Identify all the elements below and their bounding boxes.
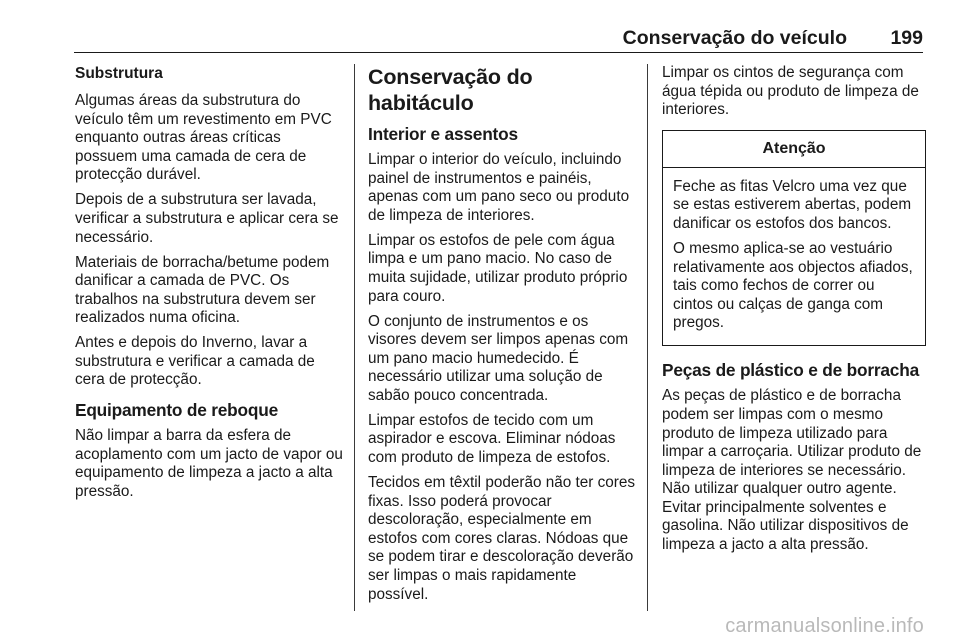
paragraph: Limpar os estofos de pele com água limpa e um pano macio. No caso de muita sujidade, utilizar produto próprio para couro. [368,231,628,305]
paragraph: Antes e depois do Inverno, lavar a substrutura e verificar a camada de cera de protecção. [75,334,315,389]
paragraph: Limpar os cintos de segurança com água tépida ou produto de limpeza de interiores. [662,64,919,119]
warning-body [663,168,925,346]
watermark: carmanualsonline.info [725,615,924,637]
paragraph: O mesmo aplica-se ao vestuário relativamente aos objectos afiados, tais como fechos de correr ou cintos ou calças de ganga com pregos. [673,239,913,332]
page-header [74,26,923,53]
paragraph: Depois de a substrutura ser lavada, verificar a substrutura e aplicar cera se necessário. [75,191,339,246]
column-divider [354,64,355,611]
page-title: Conservação do veículo [622,27,847,49]
paragraph: Não limpar a barra da esfera de acoplamento com um jacto de vapor ou equipamento de limpeza a jacto a alta pressão. [75,427,343,500]
paragraph: Materiais de borracha/betume podem danificar a camada de PVC. Os trabalhos na substrutura devem ser realizados numa oficina. [75,253,330,327]
column-middle [368,64,636,611]
paragraph: O conjunto de instrumentos e os visores devem ser limpos apenas com um pano macio humedecido. É necessário utilizar uma solução de sabão pouco concentrada. [368,312,629,404]
chapter-heading-habitaculo: Conservação do habitáculo [368,65,533,115]
paragraph: Feche as fitas Velcro uma vez que se estas estiverem abertas, podem danificar os estofos dos bancos. [673,177,912,232]
paragraph: Tecidos em têxtil poderão não ter cores fixas. Isso poderá provocar descoloração, especialmente em estofos com cores claras. Nódoas que se podem tirar e descoloração deverão ser limpas o mais rapidamente possível. [368,474,635,603]
paragraph: Algumas áreas da substrutura do veículo têm um revestimento em PVC enquanto outras áreas críticas possuem uma camada de cera de protecção durável. [75,92,332,184]
section-heading-substrutura: Substrutura [75,65,163,82]
section-heading-interior: Interior e assentos [368,124,518,144]
paragraph: Limpar o interior do veículo, incluindo painel de instrumentos e painéis, apenas com um pano seco ou produto de limpeza de interiores. [368,151,630,224]
paragraph: Limpar estofos de tecido com um aspirador e escova. Eliminar nódoas com produto de limpeza de estofos. [368,411,616,467]
column-left [75,64,343,508]
column-right [662,64,926,561]
page-number: 199 [890,27,923,49]
section-heading-reboque: Equipamento de reboque [75,400,278,421]
warning-box [662,130,926,347]
section-heading-plastico: Peças de plástico e de borracha [662,360,919,381]
column-divider [647,64,648,611]
warning-title: Atenção [663,131,925,168]
paragraph: As peças de plástico e de borracha podem ser limpas com o mesmo produto de limpeza utilizado para limpar a carroçaria. Utilizar produto de limpeza de interiores se necessário. Não utilizar qualquer outro agente. Evitar principalmente solventes e gasolina. Não utilizar dispositivos de limpeza a jacto a alta pressão. [662,387,922,554]
